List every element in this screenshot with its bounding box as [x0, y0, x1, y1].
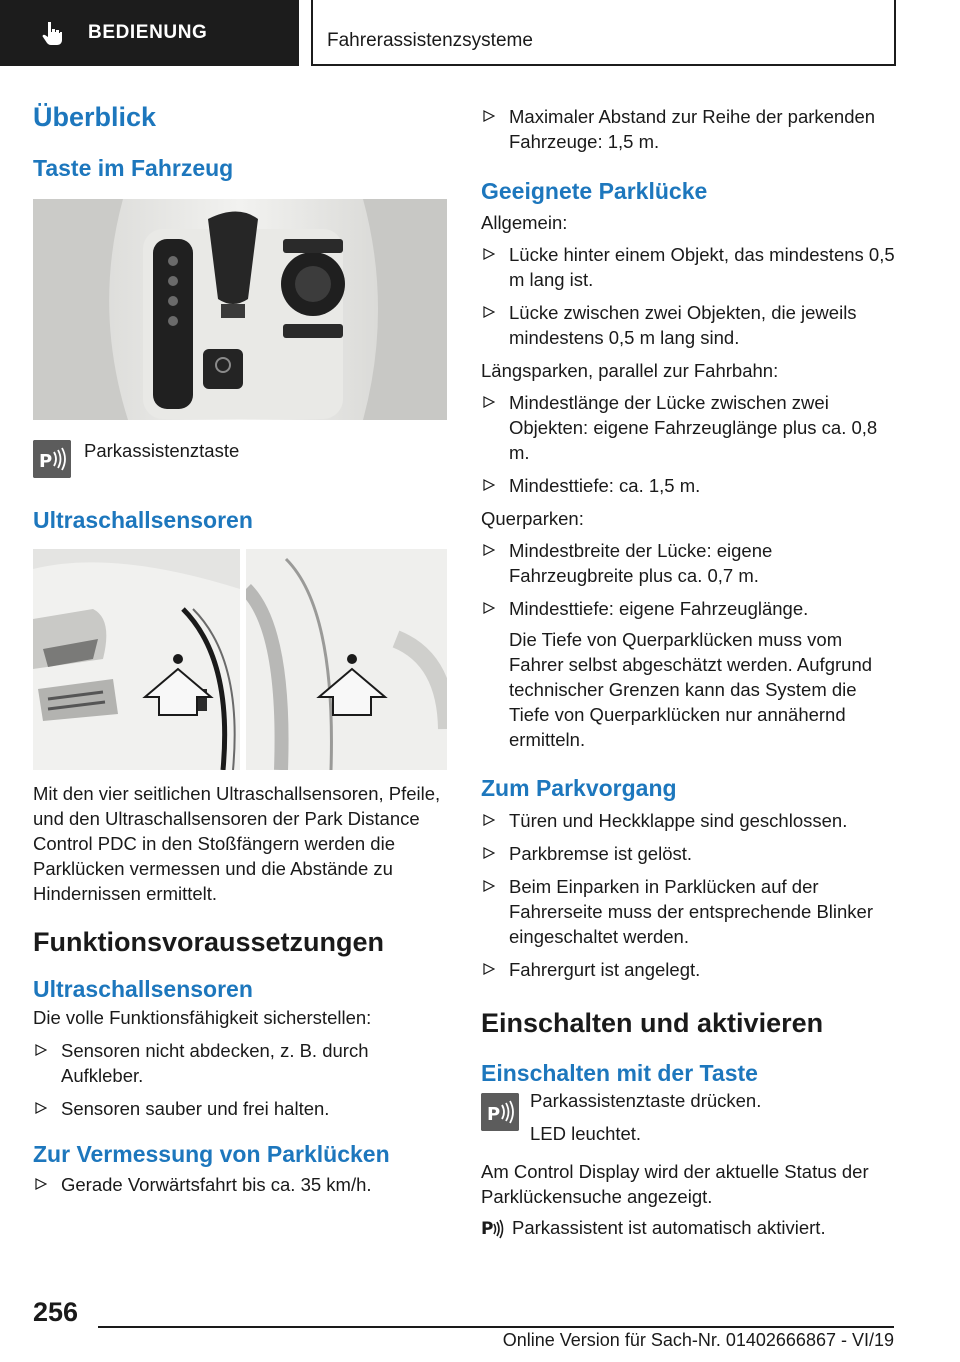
list-item: Parkbremse ist gelöst. — [481, 841, 901, 866]
list-item: Mindestbreite der Lücke: eigene Fahrzeugbreite plus ca. 0,7 m. — [481, 538, 901, 588]
enable-led: LED leuchtet. — [530, 1123, 642, 1145]
enable-step-text — [530, 1088, 761, 1146]
cross-list — [481, 538, 901, 752]
center-console-photo — [33, 199, 447, 420]
front-sensor-photo — [33, 549, 240, 770]
req-intro: Die volle Funktionsfähigkeit sicherstellen: — [33, 1006, 372, 1028]
list-item: Sensoren sauber und frei halten. — [33, 1096, 447, 1121]
display-text: Am Control Display wird der aktuelle Status der Parklückensuche angezeigt. — [481, 1161, 869, 1208]
bullet-triangle-icon — [483, 880, 495, 892]
sensor-photos — [33, 549, 447, 770]
left-column — [33, 96, 447, 1197]
list-item: Türen und Heckklappe sind geschlossen. — [481, 808, 901, 833]
general-label: Allgemein: — [481, 211, 568, 233]
heading-enable-button: Einschalten mit der Taste — [481, 1059, 758, 1086]
list-item: Mindesttiefe: ca. 1,5 m. — [481, 473, 901, 498]
measure-list — [33, 1172, 447, 1197]
auto-active-row — [481, 1215, 901, 1240]
list-item: Maximaler Abstand zur Reihe der parkenden Fahrzeuge: 1,5 m. — [481, 104, 901, 154]
parallel-label: Längsparken, parallel zur Fahrbahn: — [481, 359, 779, 381]
heading-parking-process: Zum Parkvorgang — [481, 774, 677, 801]
chapter-tab — [311, 0, 896, 66]
general-list — [481, 242, 901, 350]
list-item: Gerade Vorwärtsfahrt bis ca. 35 km/h. — [33, 1172, 447, 1197]
heading-enable: Einschalten und aktivieren — [481, 1008, 824, 1039]
bullet-triangle-icon — [483, 544, 495, 556]
heading-ultrasonic-sensors: Ultraschallsensoren — [33, 506, 253, 533]
list-item: Mindesttiefe: eigene Fahrzeuglänge. Die Tiefe von Querparklücken muss vom Fahrer selbst abgeschätzt werden. Aufgrund technischer Grenzen kann das System die Tiefe von Querparklücken nur annähernd ermitteln. — [481, 596, 901, 752]
bullet-triangle-icon — [483, 602, 495, 614]
sensors-description: Mit den vier seitlichen Ultraschallsensoren, Pfeile, und den Ultraschallsensoren der Park Distance Control PDC in den Stoßfängern werden die Parklücken vermessen und die Abstände zu Hindernissen ermittelt. — [33, 782, 441, 904]
heading-req-sensors: Ultraschallsensoren — [33, 975, 253, 1002]
enable-step: Parkassistenztaste drücken. — [530, 1090, 762, 1112]
distance-list — [481, 104, 901, 154]
park-assist-button-icon — [33, 440, 71, 478]
enable-step-row — [481, 1090, 901, 1146]
pointing-hand-icon — [40, 20, 66, 46]
bullet-triangle-icon — [483, 110, 495, 122]
bullet-triangle-icon — [483, 963, 495, 975]
list-item: Beim Einparken in Parklücken auf der Fahrerseite muss der entsprechende Blinker eingeschaltet werden. — [481, 874, 901, 949]
svg-text:P: P — [481, 1218, 494, 1239]
park-assist-button-icon — [481, 1093, 519, 1131]
svg-text:P: P — [39, 450, 53, 472]
heading-overview: Überblick — [33, 102, 157, 132]
footer-edition: Online Version für Sach-Nr. 01402666867 - VI/19 — [502, 1330, 894, 1350]
section-title: BEDIENUNG — [88, 22, 208, 43]
page-number: 256 — [33, 1297, 79, 1327]
bullet-triangle-icon — [483, 248, 495, 260]
req-list — [33, 1038, 447, 1121]
button-legend — [33, 440, 447, 478]
list-item: Fahrergurt ist angelegt. — [481, 957, 901, 982]
list-item: Sensoren nicht abdecken, z. B. durch Aufkleber. — [33, 1038, 447, 1088]
bullet-triangle-icon — [483, 396, 495, 408]
button-caption: Parkassistenztaste — [84, 439, 240, 461]
svg-text:P: P — [487, 1104, 501, 1126]
heading-requirements: Funktionsvoraussetzungen — [33, 926, 385, 957]
bullet-triangle-icon — [35, 1102, 47, 1114]
process-list — [481, 808, 901, 982]
cross-label: Querparken: — [481, 507, 584, 529]
park-assist-symbol-icon — [481, 1216, 507, 1240]
list-item: Lücke hinter einem Objekt, das mindestens 0,5 m lang ist. — [481, 242, 901, 292]
bullet-triangle-icon — [483, 847, 495, 859]
bullet-triangle-icon — [483, 814, 495, 826]
parallel-list — [481, 390, 901, 498]
section-tab — [0, 0, 299, 66]
auto-active-text: Parkassistent ist automatisch aktiviert. — [512, 1217, 826, 1239]
bullet-triangle-icon — [35, 1178, 47, 1190]
bullet-triangle-icon — [35, 1044, 47, 1056]
heading-suitable-space: Geeignete Parklücke — [481, 178, 708, 204]
right-column — [481, 96, 901, 1240]
rear-sensor-photo — [246, 549, 447, 770]
list-item: Lücke zwischen zwei Objekten, die jeweils mindestens 0,5 m lang sind. — [481, 300, 901, 350]
bullet-triangle-icon — [483, 306, 495, 318]
footer-rule — [98, 1326, 894, 1328]
bullet-triangle-icon — [483, 479, 495, 491]
chapter-title: Fahrerassistenzsysteme — [327, 30, 533, 51]
heading-measure: Zur Vermessung von Parklücken — [33, 1140, 390, 1167]
heading-button-in-vehicle: Taste im Fahrzeug — [33, 155, 234, 182]
list-item: Mindestlänge der Lücke zwischen zwei Objekten: eigene Fahrzeuglänge plus ca. 0,8 m. — [481, 390, 901, 465]
cross-note: Die Tiefe von Querparklücken muss vom Fahrer selbst abgeschätzt werden. Aufgrund technischer Grenzen kann das System die Tiefe von Querparklücken nur annähernd ermitteln. — [509, 628, 873, 750]
